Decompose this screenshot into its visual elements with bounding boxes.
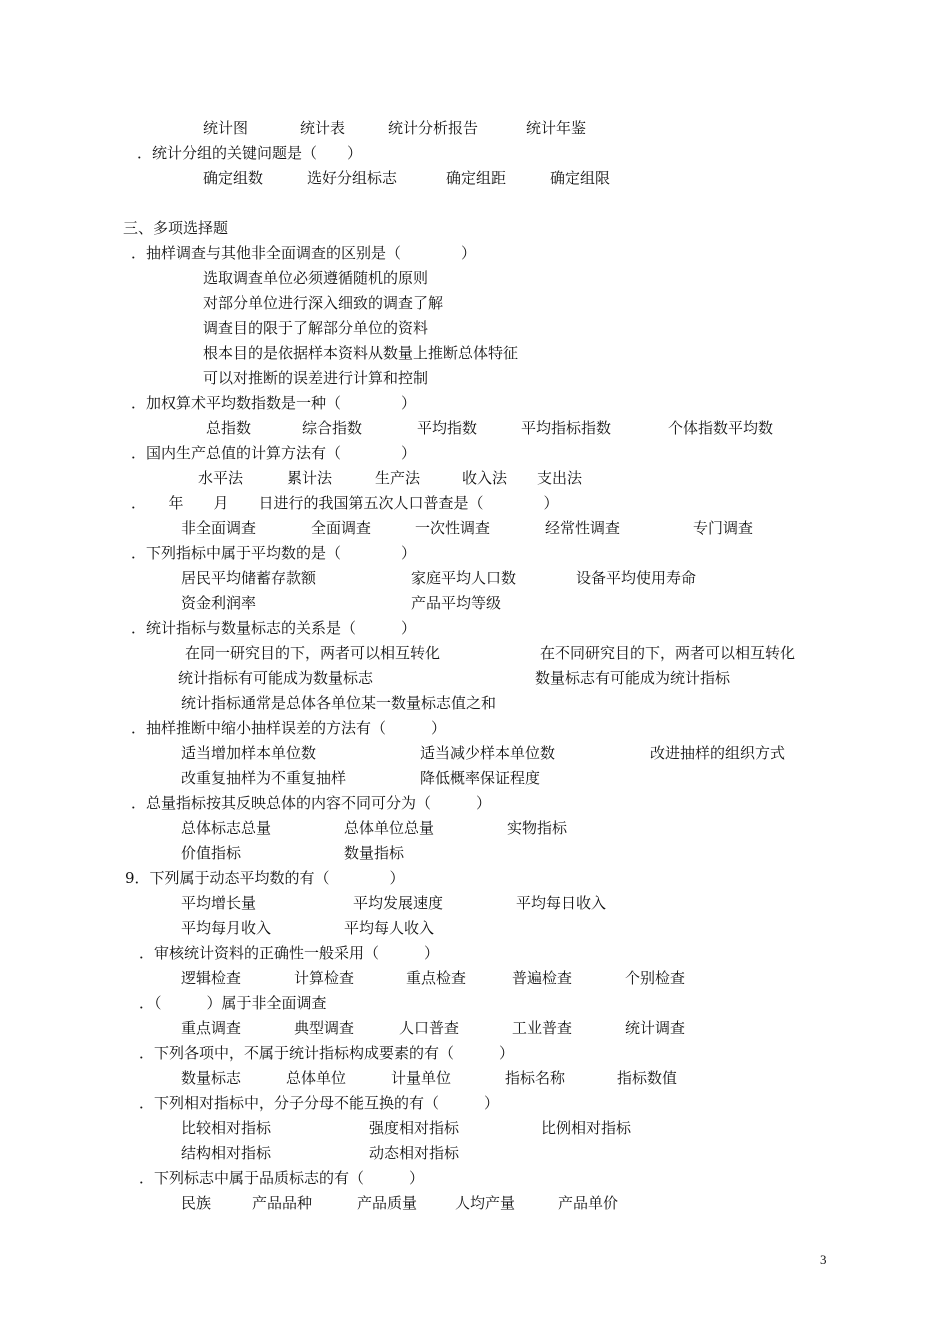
text-line: 设备平均使用寿命: [576, 569, 697, 587]
text-line: 收入法: [462, 469, 508, 487]
text-line: 实物指标: [507, 819, 568, 837]
text-line: 综合指数: [302, 419, 363, 437]
text-line: 平均发展速度: [353, 894, 444, 912]
text-line: 平均每人收入: [344, 919, 435, 937]
text-line: 平均增长量: [181, 894, 257, 912]
text-line: ．审核统计资料的正确性一般采用（ ）: [139, 944, 440, 962]
text-line: 水平法: [198, 469, 244, 487]
text-line: 计量单位: [391, 1069, 452, 1087]
page-number: 3: [820, 1252, 827, 1267]
text-line: 价值指标: [181, 844, 242, 862]
text-line: 9．下列属于动态平均数的有（ ）: [125, 869, 405, 887]
text-line: ．总量指标按其反映总体的内容不同可分为（ ）: [131, 794, 492, 812]
text-line: 比较相对指标: [181, 1119, 272, 1137]
text-line: 统计指标有可能成为数量标志: [178, 669, 374, 687]
text-line: 专门调查: [693, 519, 754, 537]
text-line: 人口普查: [399, 1019, 460, 1037]
text-line: 产品平均等级: [411, 594, 502, 612]
text-line: 个体指数平均数: [668, 419, 774, 437]
text-line: 平均每月收入: [181, 919, 272, 937]
text-line: 三、多项选择题: [123, 219, 229, 237]
text-line: 全面调查: [311, 519, 372, 537]
text-line: 降低概率保证程度: [420, 769, 541, 787]
text-line: 工业普查: [512, 1019, 573, 1037]
text-line: 确定组数: [203, 169, 264, 187]
text-line: ．下列相对指标中，分子分母不能互换的有（ ）: [139, 1094, 500, 1112]
text-line: 累计法: [287, 469, 333, 487]
text-line: 在不同研究目的下，两者可以相互转化: [540, 644, 796, 662]
text-line: 选好分组标志: [307, 169, 398, 187]
text-line: 适当减少样本单位数: [420, 744, 556, 762]
text-line: 支出法: [537, 469, 583, 487]
text-line: 统计年鉴: [526, 119, 587, 137]
text-line: 民族: [181, 1194, 212, 1212]
text-line: 总指数: [206, 419, 252, 437]
text-line: 强度相对指标: [369, 1119, 460, 1137]
text-line: 调查目的限于了解部分单位的资料: [203, 319, 429, 337]
text-line: 改进抽样的组织方式: [650, 744, 786, 762]
text-line: 典型调查: [294, 1019, 355, 1037]
text-line: 个别检查: [625, 969, 686, 987]
text-line: ．抽样调查与其他非全面调查的区别是（ ）: [131, 244, 477, 262]
text-line: 结构相对指标: [181, 1144, 272, 1162]
text-line: 根本目的是依据样本资料从数量上推断总体特征: [203, 344, 519, 362]
text-line: 统计调查: [625, 1019, 686, 1037]
text-line: ．下列各项中，不属于统计指标构成要素的有（ ）: [139, 1044, 515, 1062]
text-line: 平均指数: [417, 419, 478, 437]
text-line: ．加权算术平均数指数是一种（ ）: [131, 394, 417, 412]
text-line: 平均指标指数: [521, 419, 612, 437]
text-line: 总体单位: [286, 1069, 347, 1087]
text-line: ．抽样推断中缩小抽样误差的方法有（ ）: [131, 719, 447, 737]
text-line: 资金利润率: [181, 594, 257, 612]
text-line: 产品质量: [357, 1194, 418, 1212]
text-line: ．（ ）属于非全面调查: [139, 994, 327, 1012]
text-line: 在同一研究目的下，两者可以相互转化: [185, 644, 441, 662]
text-line: 普遍检查: [512, 969, 573, 987]
text-line: 逻辑检查: [181, 969, 242, 987]
text-line: 动态相对指标: [369, 1144, 460, 1162]
text-line: 重点调查: [181, 1019, 242, 1037]
text-line: 确定组距: [446, 169, 507, 187]
text-line: 计算检查: [294, 969, 355, 987]
text-line: 经常性调查: [545, 519, 621, 537]
text-line: 适当增加样本单位数: [181, 744, 317, 762]
text-line: 产品品种: [252, 1194, 313, 1212]
text-line: 家庭平均人口数: [411, 569, 517, 587]
text-line: 总体标志总量: [181, 819, 272, 837]
text-line: 总体单位总量: [344, 819, 435, 837]
text-line: 数量指标: [344, 844, 405, 862]
text-line: 数量标志有可能成为统计指标: [535, 669, 731, 687]
text-line: 改重复抽样为不重复抽样: [181, 769, 347, 787]
text-line: 居民平均储蓄存款额: [181, 569, 317, 587]
text-line: 数量标志: [181, 1069, 242, 1087]
text-line: 选取调查单位必须遵循随机的原则: [203, 269, 429, 287]
text-line: ． 年 月 日进行的我国第五次人口普查是（ ）: [131, 494, 559, 512]
text-line: ．下列标志中属于品质标志的有（ ）: [139, 1169, 425, 1187]
text-line: 生产法: [375, 469, 421, 487]
text-line: 指标数值: [617, 1069, 678, 1087]
text-line: 统计表: [300, 119, 346, 137]
text-line: ．下列指标中属于平均数的是（ ）: [131, 544, 417, 562]
text-line: 平均每日收入: [516, 894, 607, 912]
text-line: ．国内生产总值的计算方法有（ ）: [131, 444, 417, 462]
text-line: 统计分析报告: [388, 119, 479, 137]
text-line: 统计指标通常是总体各单位某一数量标志值之和: [181, 694, 497, 712]
text-line: ．统计分组的关键问题是（ ）: [137, 144, 363, 162]
text-line: 比例相对指标: [541, 1119, 632, 1137]
text-line: 对部分单位进行深入细致的调查了解: [203, 294, 444, 312]
text-line: 确定组限: [550, 169, 611, 187]
text-line: 产品单价: [558, 1194, 619, 1212]
text-line: 重点检查: [406, 969, 467, 987]
text-line: 非全面调查: [181, 519, 257, 537]
text-line: 人均产量: [455, 1194, 516, 1212]
text-line: 统计图: [203, 119, 249, 137]
text-line: 一次性调查: [415, 519, 491, 537]
text-line: ．统计指标与数量标志的关系是（ ）: [131, 619, 417, 637]
text-line: 可以对推断的误差进行计算和控制: [203, 369, 429, 387]
text-line: 指标名称: [505, 1069, 566, 1087]
